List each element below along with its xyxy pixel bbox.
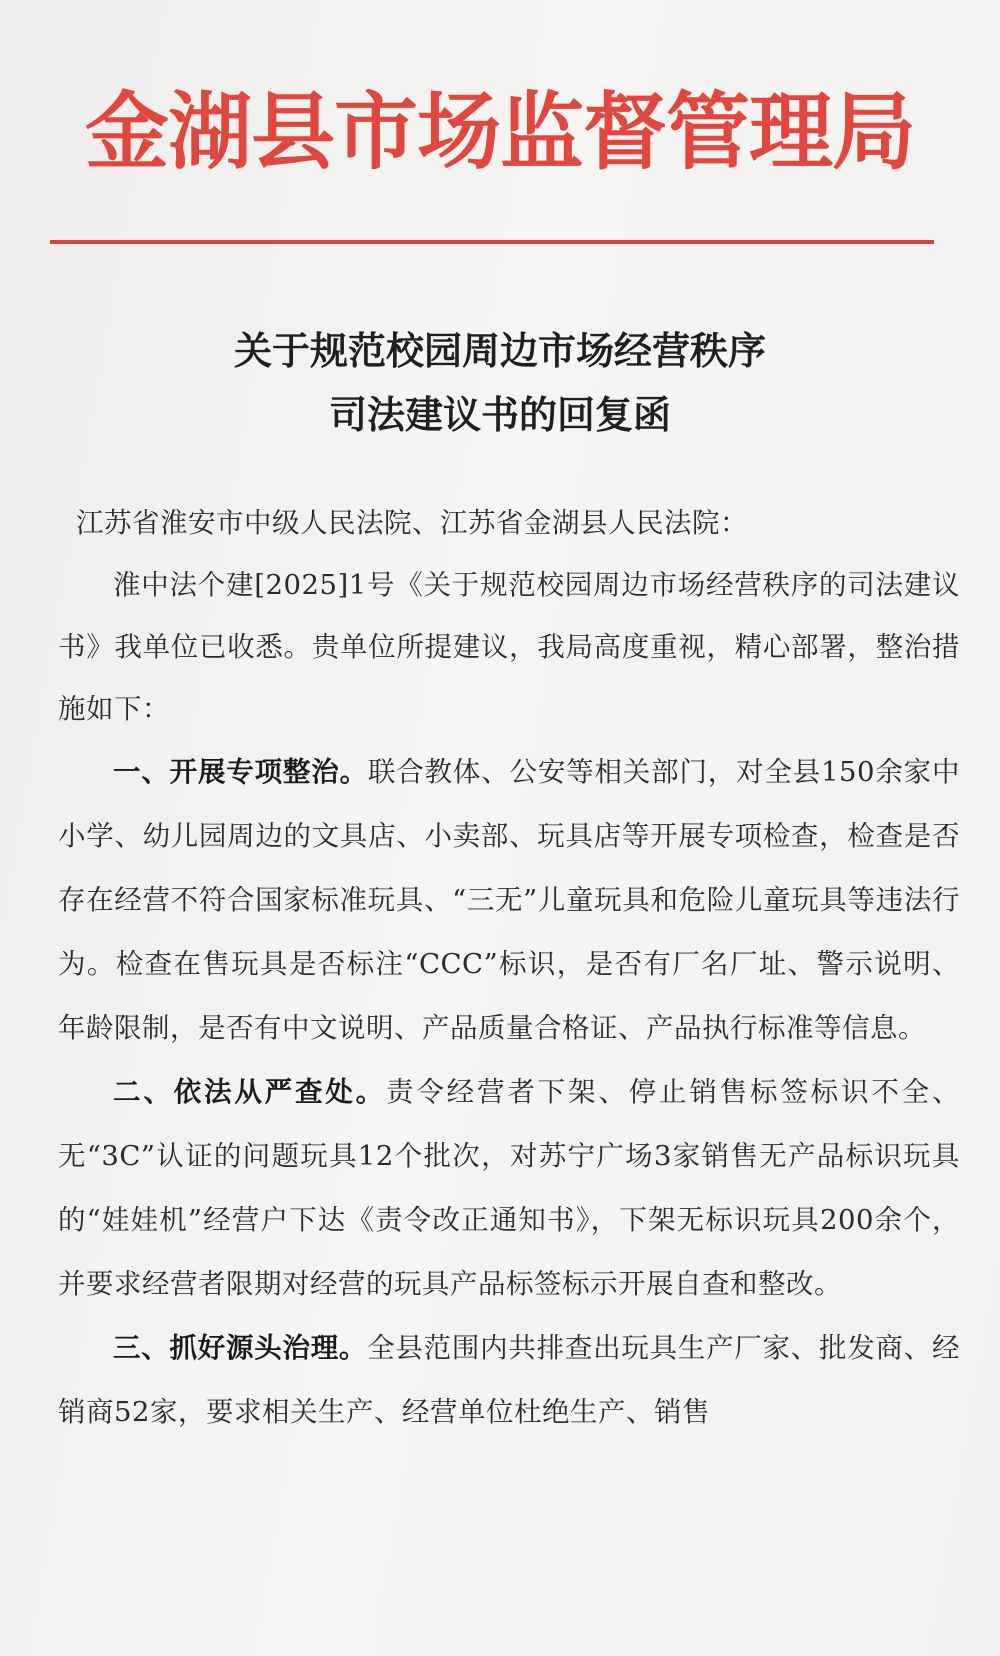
document-body: [58, 492, 960, 1444]
document-title-line-2: 司法建议书的回复函: [328, 392, 671, 437]
measure-paragraph-3: [58, 1316, 960, 1444]
measure-text-1: 联合教体、公安等相关部门，对全县150余家中小学、幼儿园周边的文具店、小卖部、玩具店等开展专项检查，检查是否存在经营不符合国家标准玩具、“三无”儿童玩具和危险儿童玩具等违法行为。检查在售玩具是否标注“CCC”标识，是否有厂名厂址、警示说明、年龄限制，是否有中文说明、产品质量合格证、产品执行标准等信息。: [58, 756, 961, 1044]
letterhead-title: 金湖县市场监督管理局: [84, 83, 915, 181]
letterhead-red-rule: [50, 240, 934, 244]
document-title-line-1: 关于规范校园周边市场经营秩序: [233, 328, 766, 373]
measure-text-2: 责令经营者下架、停止销售标签标识不全、无“3C”认证的问题玩具12个批次，对苏宁广场3家销售无产品标识玩具的“娃娃机”经营户下达《责令改正通知书》，下架无标识玩具200余个，并要求经营者限期对经营的玩具产品标签标示开展自查和整改。: [58, 1076, 960, 1300]
measure-paragraph-2: [58, 1060, 960, 1316]
measure-heading-2: 二、依法从严查处。: [113, 1076, 386, 1108]
measure-heading-1: 一、开展专项整治。: [113, 756, 368, 788]
intro-paragraph: 淮中法个建[2025]1号《关于规范校园周边市场经营秩序的司法建议书》我单位已收悉。贵单位所提建议，我局高度重视，精心部署，整治措施如下：: [58, 569, 960, 725]
measure-paragraph-1: [58, 740, 960, 1060]
salutation: 江苏省淮安市中级人民法院、江苏省金湖县人民法院：: [76, 507, 748, 539]
measure-text-3: 全县范围内共排查出玩具生产厂家、批发商、经销商52家，要求相关生产、经营单位杜绝生产、销售: [58, 1332, 960, 1428]
measure-heading-3: 三、抓好源头治理。: [113, 1332, 368, 1364]
